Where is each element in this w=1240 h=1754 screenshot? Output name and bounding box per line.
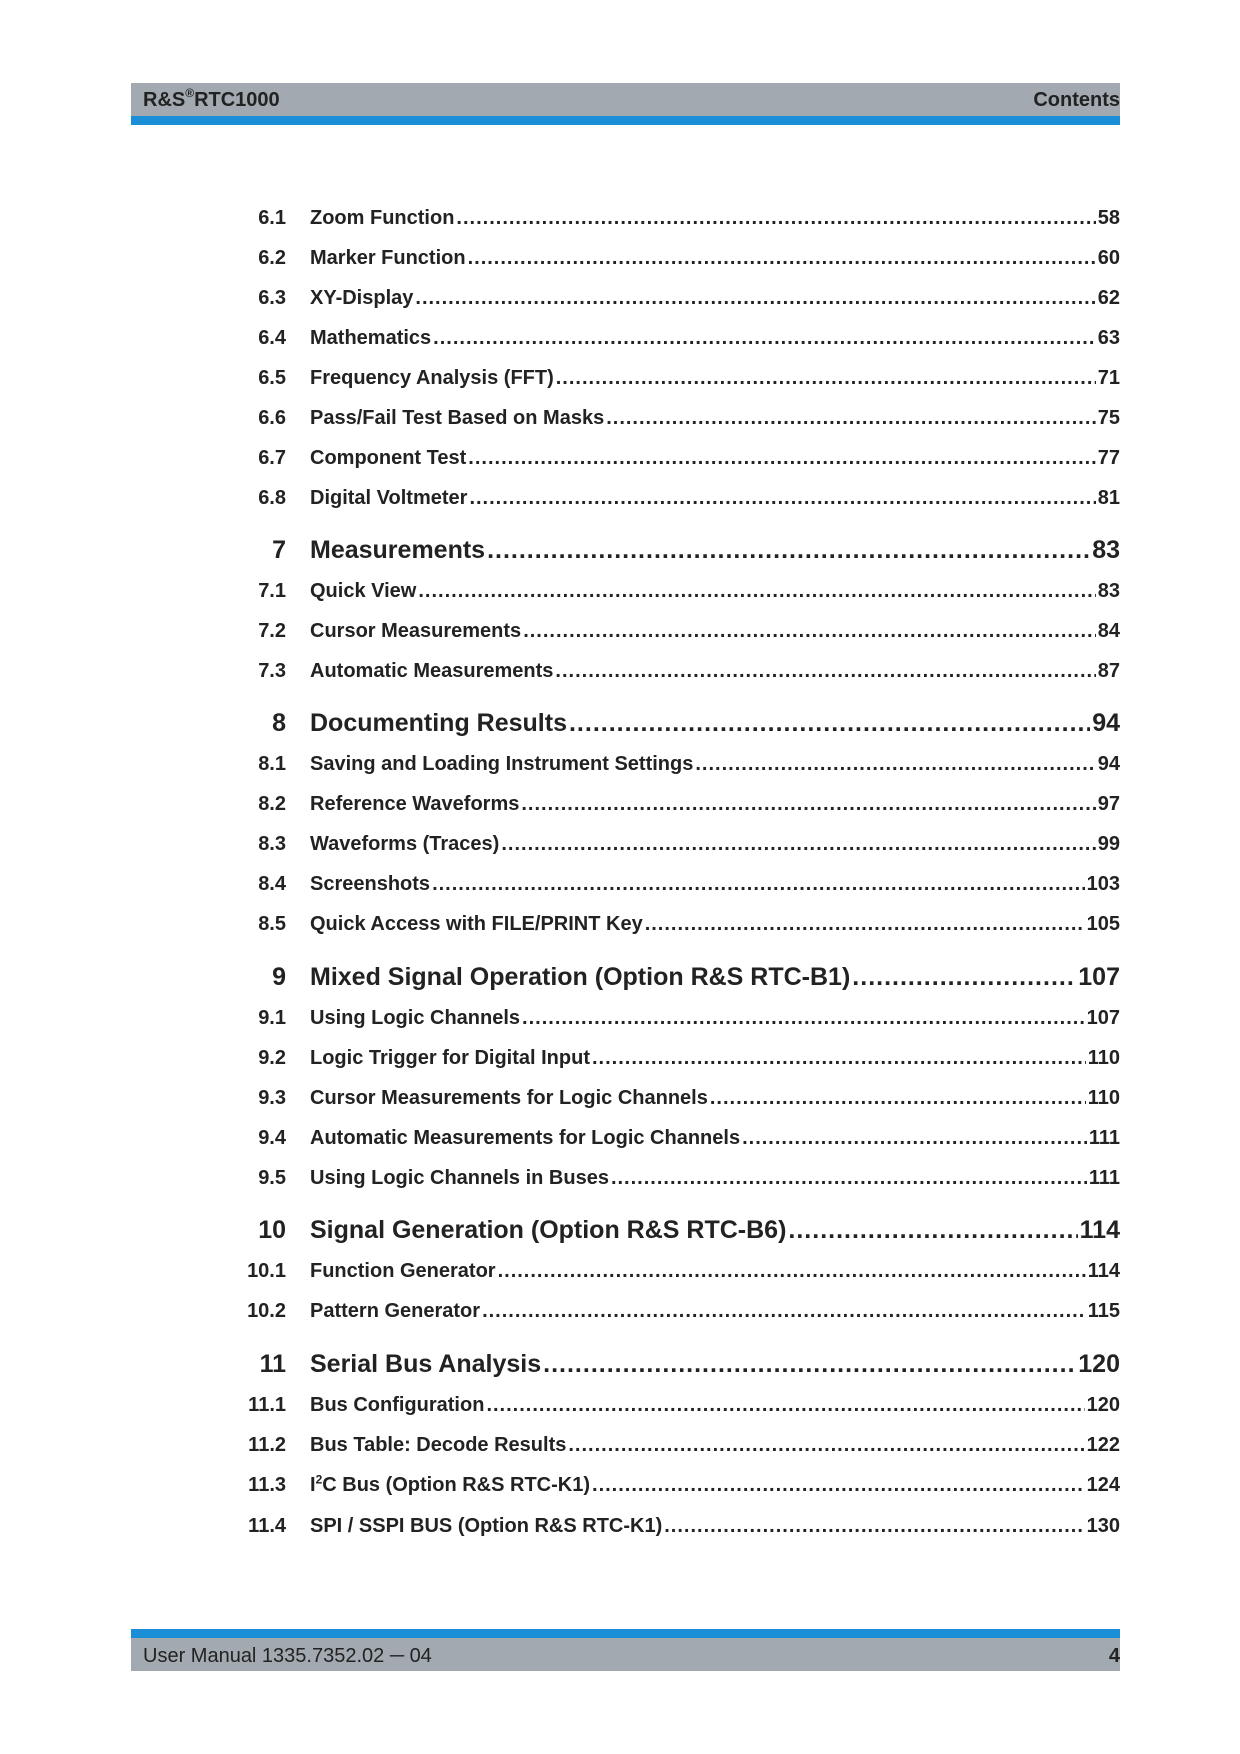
toc-entry-number: 7.3 (258, 660, 286, 682)
toc-entry-page: 63 (1097, 327, 1120, 349)
toc-dot-leader (482, 1300, 1086, 1323)
toc-entry-9-1[interactable] (230, 1007, 1120, 1030)
toc-chapter-page: 94 (1092, 709, 1120, 737)
toc-entry-number: 10.1 (247, 1260, 286, 1282)
toc-chapter-number: 10 (258, 1216, 286, 1244)
toc-chapter-title: Documenting Results (310, 709, 567, 737)
toc-entry-page: 110 (1087, 1087, 1120, 1109)
toc-dot-leader (543, 1350, 1076, 1379)
toc-entry-6-4[interactable] (230, 327, 1120, 350)
toc-dot-leader (432, 873, 1085, 896)
header-section-title: Contents (1033, 89, 1120, 111)
header-rule (131, 116, 1120, 125)
toc-entry-page: 58 (1097, 207, 1120, 229)
toc-entry-page: 84 (1097, 620, 1120, 642)
toc-entry-title: Using Logic Channels (310, 1007, 521, 1029)
toc-dot-leader (606, 407, 1096, 430)
toc-chapter-8[interactable] (230, 709, 1120, 738)
registered-mark: ® (185, 86, 195, 101)
toc-entry-number: 9.4 (258, 1127, 286, 1149)
toc-entry-9-5[interactable] (230, 1167, 1120, 1190)
toc-entry-6-6[interactable] (230, 407, 1120, 430)
toc-entry-8-4[interactable] (230, 873, 1120, 896)
toc-entry-8-3[interactable] (230, 833, 1120, 856)
toc-dot-leader (664, 1515, 1084, 1538)
toc-dot-leader (852, 963, 1076, 992)
toc-dot-leader (468, 447, 1095, 470)
toc-entry-number: 11.1 (248, 1394, 286, 1416)
toc-dot-leader (498, 1260, 1086, 1283)
toc-chapter-9[interactable] (230, 963, 1120, 992)
toc-entry-title: Saving and Loading Instrument Settings (310, 753, 694, 775)
toc-entry-page: 77 (1097, 447, 1120, 469)
toc-dot-leader (433, 327, 1096, 350)
toc-entry-10-2[interactable] (230, 1300, 1120, 1323)
toc-entry-number: 6.1 (258, 207, 286, 229)
toc-entry-page: 111 (1088, 1127, 1120, 1149)
toc-chapter-number: 8 (272, 709, 286, 737)
toc-chapter-10[interactable] (230, 1216, 1120, 1245)
toc-entry-number: 9.5 (258, 1167, 286, 1189)
toc-entry-6-2[interactable] (230, 247, 1120, 270)
toc-entry-title: SPI / SSPI BUS (Option R&S RTC-K1) (310, 1515, 663, 1537)
header-model: RTC1000 (194, 89, 280, 111)
toc-entry-9-2[interactable] (230, 1047, 1120, 1070)
toc-entry-number: 6.7 (258, 447, 286, 469)
toc-title-rest: C Bus (Option R&S RTC-K1) (322, 1474, 591, 1496)
toc-entry-title: Mathematics (310, 327, 432, 349)
toc-entry-number: 8.2 (258, 793, 286, 815)
toc-entry-number: 6.5 (258, 367, 286, 389)
toc-entry-number: 7.1 (258, 580, 286, 602)
toc-dot-leader (710, 1087, 1086, 1110)
toc-chapter-page: 114 (1079, 1216, 1120, 1244)
toc-entry-number: 8.4 (258, 873, 286, 895)
toc-entry-9-4[interactable] (230, 1127, 1120, 1150)
toc-entry-title: Component Test (310, 447, 467, 469)
toc-entry-number: 8.5 (258, 913, 286, 935)
toc-entry-6-5[interactable] (230, 367, 1120, 390)
toc-title-prefix: I (310, 1474, 316, 1496)
toc-dot-leader (569, 709, 1090, 738)
toc-chapter-page: 107 (1078, 963, 1120, 991)
toc-dot-leader (415, 287, 1095, 310)
toc-chapter-number: 9 (272, 963, 286, 991)
footer-document-id: User Manual 1335.7352.02 ─ 04 (143, 1645, 432, 1667)
toc-entry-number: 11.3 (248, 1474, 286, 1496)
toc-entry-title: Screenshots (310, 873, 431, 895)
toc-entry-title: Function Generator (310, 1260, 496, 1282)
toc-entry-title: Cursor Measurements (310, 620, 522, 642)
toc-dot-leader (418, 580, 1095, 603)
toc-entry-page: 105 (1086, 913, 1120, 935)
toc-entry-title: Pattern Generator (310, 1300, 481, 1322)
toc-entry-number: 9.1 (258, 1007, 286, 1029)
toc-entry-6-8[interactable] (230, 487, 1120, 510)
toc-dot-leader (523, 620, 1096, 643)
toc-entry-number: 6.2 (258, 247, 286, 269)
toc-chapter-title: Signal Generation (Option R&S RTC-B6) (310, 1216, 787, 1244)
toc-dot-leader (695, 753, 1095, 776)
toc-dot-leader (456, 207, 1095, 230)
toc-entry-title: Bus Table: Decode Results (310, 1434, 567, 1456)
toc-dot-leader (487, 536, 1090, 565)
toc-entry-page: 75 (1097, 407, 1120, 429)
toc-dot-leader (522, 1007, 1085, 1030)
toc-chapter-number: 11 (259, 1350, 286, 1378)
toc-entry-title: Frequency Analysis (FFT) (310, 367, 554, 389)
toc-dot-leader (592, 1474, 1085, 1497)
toc-entry-number: 6.6 (258, 407, 286, 429)
toc-entry-page: 83 (1097, 580, 1120, 602)
toc-entry-title: Bus Configuration (310, 1394, 485, 1416)
toc-entry-title: Quick View (310, 580, 417, 602)
toc-entry-number: 10.2 (247, 1300, 286, 1322)
toc-entry-page: 130 (1086, 1515, 1120, 1537)
toc-entry-title: Waveforms (Traces) (310, 833, 500, 855)
toc-entry-page: 97 (1097, 793, 1120, 815)
toc-entry-title: Reference Waveforms (310, 793, 520, 815)
toc-dot-leader (468, 247, 1096, 270)
toc-entry-6-3[interactable] (230, 287, 1120, 310)
toc-entry-number: 6.3 (258, 287, 286, 309)
toc-entry-page: 71 (1097, 367, 1120, 389)
toc-entry-7-3[interactable] (230, 660, 1120, 683)
toc-entry-page: 124 (1086, 1474, 1120, 1496)
toc-entry-title: Marker Function (310, 247, 466, 269)
toc-entry-page: 60 (1097, 247, 1120, 269)
toc-entry-title: XY-Display (310, 287, 414, 309)
toc-entry-8-5[interactable] (230, 913, 1120, 936)
toc-entry-page: 62 (1097, 287, 1120, 309)
toc-entry-page: 99 (1097, 833, 1120, 855)
toc-entry-page: 111 (1088, 1167, 1120, 1189)
toc-entry-title: Automatic Measurements (310, 660, 554, 682)
toc-entry-title: Pass/Fail Test Based on Masks (310, 407, 605, 429)
toc-chapter-title: Mixed Signal Operation (Option R&S RTC-B1) (310, 963, 851, 991)
toc-dot-leader (645, 913, 1085, 936)
toc-entry-page: 110 (1087, 1047, 1120, 1069)
toc-dot-leader (501, 833, 1095, 856)
toc-entry-page: 120 (1086, 1394, 1120, 1416)
toc-entry-page: 115 (1087, 1300, 1120, 1322)
toc-dot-leader (556, 367, 1096, 390)
toc-entry-number: 7.2 (258, 620, 286, 642)
toc-entry-6-1[interactable] (230, 207, 1120, 230)
toc-entry-number: 6.8 (258, 487, 286, 509)
toc-entry-number: 6.4 (258, 327, 286, 349)
toc-chapter-7[interactable] (230, 536, 1120, 565)
toc-entry-11-1[interactable] (230, 1394, 1120, 1417)
toc-entry-11-3[interactable] (230, 1474, 1120, 1497)
toc-chapter-page: 120 (1078, 1350, 1120, 1378)
toc-entry-number: 8.1 (258, 753, 286, 775)
toc-entry-page: 122 (1086, 1434, 1120, 1456)
toc-title-superscript: 2 (315, 1472, 323, 1487)
toc-entry-page: 81 (1097, 487, 1120, 509)
toc-entry-title: Using Logic Channels in Buses (310, 1167, 609, 1189)
toc-entry-6-7[interactable] (230, 447, 1120, 470)
toc-dot-leader (742, 1127, 1087, 1150)
toc-entry-8-2[interactable] (230, 793, 1120, 816)
toc-entry-10-1[interactable] (230, 1260, 1120, 1283)
toc-entry-8-1[interactable] (230, 753, 1120, 776)
toc-entry-number: 11.4 (248, 1515, 286, 1537)
toc-entry-title: Cursor Measurements for Logic Channels (310, 1087, 708, 1109)
toc-chapter-11[interactable] (230, 1350, 1120, 1379)
toc-dot-leader (521, 793, 1095, 816)
toc-dot-leader (486, 1394, 1084, 1417)
toc-entry-title: Digital Voltmeter (310, 487, 468, 509)
toc-dot-leader (592, 1047, 1086, 1070)
toc-entry-page: 94 (1097, 753, 1120, 775)
toc-chapter-title: Measurements (310, 536, 486, 564)
toc-entry-11-4[interactable] (230, 1515, 1120, 1538)
toc-entry-page: 103 (1086, 873, 1120, 895)
toc-entry-title: Zoom Function (310, 207, 455, 229)
toc-entry-7-2[interactable] (230, 620, 1120, 643)
footer-page-number: 4 (1108, 1645, 1120, 1667)
toc-entry-11-2[interactable] (230, 1434, 1120, 1457)
toc-chapter-page: 83 (1092, 536, 1120, 564)
toc-chapter-title: Serial Bus Analysis (310, 1350, 542, 1378)
toc-entry-number: 9.2 (258, 1047, 286, 1069)
toc-dot-leader (611, 1167, 1087, 1190)
toc-entry-number: 9.3 (258, 1087, 286, 1109)
toc-dot-leader (555, 660, 1095, 683)
toc-entry-9-3[interactable] (230, 1087, 1120, 1110)
header-product-name: R&S (143, 89, 186, 111)
toc-dot-leader (788, 1216, 1077, 1245)
toc-entry-page: 107 (1086, 1007, 1120, 1029)
toc-dot-leader (568, 1434, 1084, 1457)
toc-dot-leader (469, 487, 1095, 510)
header-product-title (143, 87, 280, 113)
toc-entry-title: Automatic Measurements for Logic Channels (310, 1127, 741, 1149)
toc-entry-title: Logic Trigger for Digital Input (310, 1047, 590, 1069)
toc-entry-page: 87 (1097, 660, 1120, 682)
toc-entry-page: 114 (1087, 1260, 1120, 1282)
toc-entry-number: 8.3 (258, 833, 286, 855)
toc-entry-number: 11.2 (248, 1434, 286, 1456)
toc-entry-title (310, 1474, 590, 1497)
toc-chapter-number: 7 (272, 536, 286, 564)
footer-rule (131, 1629, 1120, 1638)
toc-entry-title: Quick Access with FILE/PRINT Key (310, 913, 643, 935)
toc-entry-7-1[interactable] (230, 580, 1120, 603)
